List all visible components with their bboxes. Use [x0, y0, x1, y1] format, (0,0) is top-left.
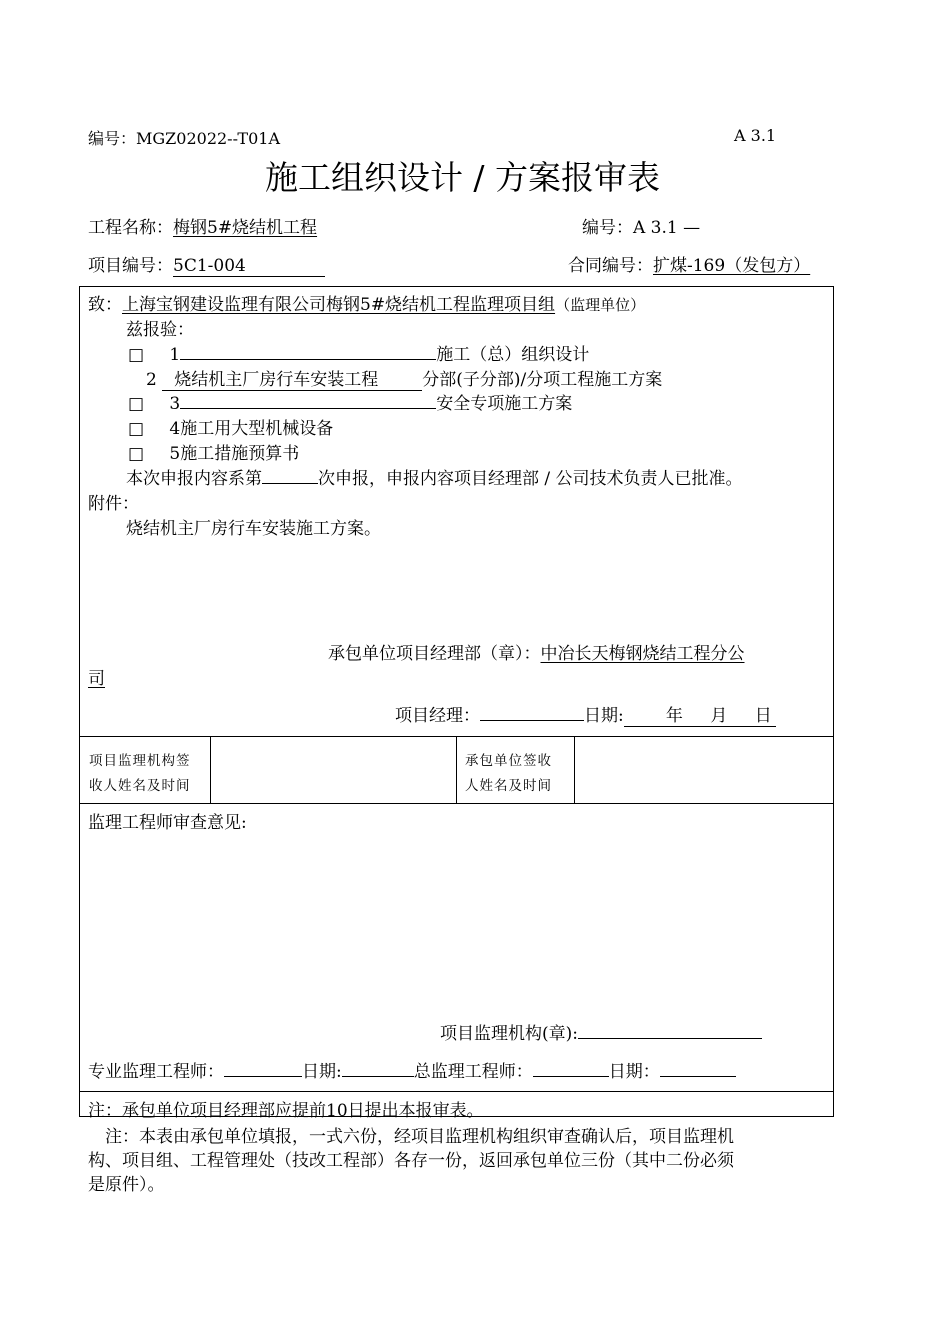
page-title: 施工组织设计 / 方案报审表 — [264, 158, 661, 197]
supervisor-signee-label-1: 项目监理机构签 — [89, 753, 191, 769]
item-5: □ 5施工措施预算书 — [128, 444, 300, 464]
project-name-label: 工程名称： — [88, 218, 173, 238]
item-1-blank — [180, 343, 436, 360]
engineer-sign-row: 专业监理工程师： 日期: 总监理工程师： 日期： — [88, 1057, 736, 1082]
form-serial: 编号：MGZ02022--T01A — [88, 129, 281, 148]
supervisor-signee-label-2: 收人姓名及时间 — [89, 778, 191, 794]
project-name-row — [88, 213, 317, 238]
contract-no-label: 合同编号： — [568, 256, 653, 276]
checkbox-1[interactable]: □ — [128, 345, 145, 365]
project-no-value: 5C1-004 — [173, 256, 325, 277]
contractor-row: 承包单位项目经理部（章）：中冶长天梅钢烧结工程分公 — [328, 644, 745, 664]
project-no-row — [88, 251, 325, 277]
table-note: 注：承包单位项目经理部应提前10日提出本报审表。 — [88, 1101, 484, 1121]
form-code: A 3.1 — [734, 126, 777, 145]
table-vrule-1 — [210, 736, 211, 804]
table-border-left — [79, 286, 80, 1117]
table-rule-3 — [79, 1091, 834, 1092]
table-border-top — [79, 286, 834, 287]
project-name-value: 梅钢5#烧结机工程 — [173, 218, 318, 238]
chief-date-blank — [660, 1060, 736, 1077]
contractor-value: 中冶长天梅钢烧结工程分公 — [540, 644, 745, 664]
number-value: A 3.1 — — [633, 218, 701, 238]
chief-blank — [533, 1060, 609, 1077]
pm-date-row — [395, 701, 776, 727]
addressee-row — [88, 290, 645, 315]
footnote-line-1: 注：本表由承包单位填报，一式六份，经项目监理机构组织审查确认后，项目监理机 — [105, 1127, 734, 1147]
attachment-text: 烧结机主厂房行车安装施工方案。 — [126, 519, 381, 539]
submission-count-row: 本次申报内容系第 次申报，申报内容项目经理部 / 公司技术负责人已批准。 — [126, 469, 743, 489]
item-2-blank: 烧结机主厂房行车安装工程 — [162, 365, 422, 391]
number-row — [582, 213, 700, 238]
date-label: 日期: — [584, 706, 624, 726]
project-no-label: 项目编号： — [88, 256, 173, 276]
engineer-blank — [224, 1060, 302, 1077]
contract-no-value: 扩煤-169（发包方） — [653, 256, 811, 276]
footnote-line-3: 是原件）。 — [88, 1175, 165, 1195]
contractor-value-cont: 司 — [88, 669, 105, 689]
contractor-signee-label-2: 人姓名及时间 — [465, 778, 552, 794]
checkbox-5[interactable]: □ — [128, 444, 145, 464]
item-1: □ 1 施工（总）组织设计 — [128, 345, 590, 365]
checkbox-4[interactable]: □ — [128, 419, 145, 439]
table-vrule-3 — [574, 736, 575, 804]
number-label: 编号： — [582, 218, 633, 238]
date-value: 年 月 日 — [624, 701, 776, 727]
attachment-label: 附件： — [88, 494, 139, 514]
pm-label: 项目经理： — [395, 706, 480, 726]
addressee-suffix: （监理单位） — [555, 296, 646, 314]
submission-intro: 兹报验： — [126, 320, 194, 340]
table-vrule-2 — [456, 736, 457, 804]
footnote-line-2: 构、项目组、工程管理处（技改工程部）各存一份，返回承包单位三份（其中二份必须 — [88, 1151, 734, 1171]
item-2: 2 烧结机主厂房行车安装工程 分部(子分部)/分项工程施工方案 — [146, 365, 662, 391]
addressee-label: 致： — [88, 295, 122, 315]
item-4: □ 4施工用大型机械设备 — [128, 419, 334, 439]
contractor-signee-label-1: 承包单位签收 — [465, 753, 552, 769]
table-border-right — [833, 286, 834, 1117]
item-3-blank — [180, 392, 436, 409]
supervision-org-blank — [578, 1022, 762, 1039]
submission-count-blank — [262, 467, 318, 484]
checkbox-3[interactable]: □ — [128, 394, 145, 414]
pm-blank — [480, 704, 584, 721]
supervision-org-row: 项目监理机构(章): — [440, 1019, 762, 1044]
engineer-date-blank — [342, 1060, 414, 1077]
contract-no-row — [568, 251, 810, 276]
review-opinion-label: 监理工程师审查意见: — [88, 813, 247, 833]
addressee-value: 上海宝钢建设监理有限公司梅钢5#烧结机工程监理项目组 — [122, 295, 556, 315]
item-3: □ 3 安全专项施工方案 — [128, 394, 573, 414]
